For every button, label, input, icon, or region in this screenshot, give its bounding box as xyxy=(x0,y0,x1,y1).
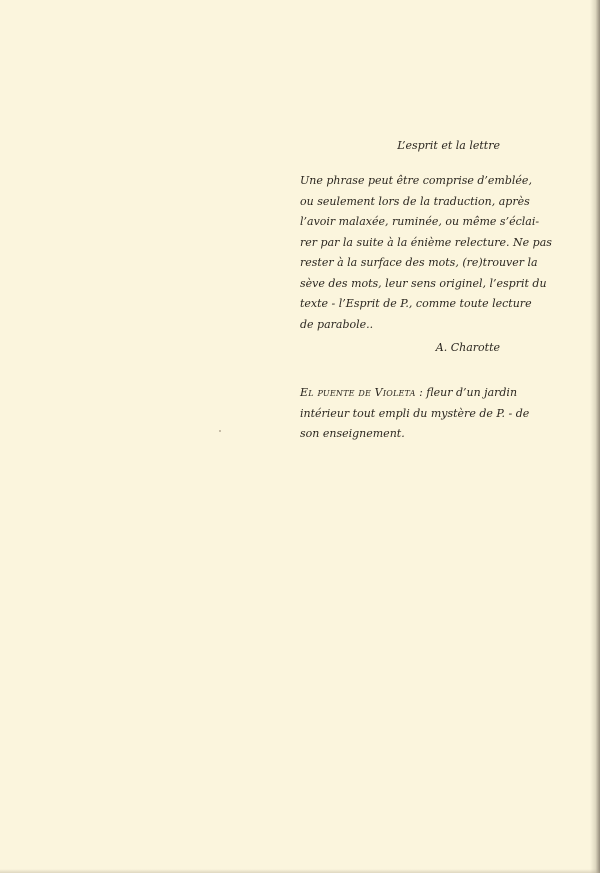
paragraph-1-line: de parabole.. xyxy=(300,317,374,331)
paragraph-1-line: texte - l’Esprit de P., comme toute lecture xyxy=(300,297,532,310)
paragraph-2-first-line xyxy=(300,383,518,404)
paragraph-2-line-rest: : fleur d’un jardin xyxy=(415,386,518,399)
paragraph-1-line: l’avoir malaxée, ruminée, ou même s’éclai- xyxy=(300,215,540,228)
paper-speck xyxy=(219,430,221,432)
paragraph-2-line: intérieur tout empli du mystère de P. - de xyxy=(300,406,530,420)
page-bottom-edge xyxy=(0,869,600,873)
author-signature: A. Charotte xyxy=(435,341,500,354)
paragraph-1-line: rester à la surface des mots, (re)trouver la xyxy=(300,256,538,269)
paragraph-1 xyxy=(300,171,552,335)
text-column xyxy=(300,139,552,445)
paragraph-2-line: son enseignement. xyxy=(300,427,405,440)
paragraph-1-line: sève des mots, leur sens originel, l’esprit du xyxy=(300,276,547,290)
section-heading: L’esprit et la lettre xyxy=(397,139,500,152)
paragraph-1-line: ou seulement lors de la traduction, après xyxy=(300,194,530,208)
paragraph-2 xyxy=(300,383,530,445)
paragraph-1-line: rer par la suite à la énième relecture. Ne pas xyxy=(300,235,552,249)
work-title: El puente de Violeta xyxy=(300,386,416,399)
page-edge-shadow xyxy=(590,0,600,873)
paragraph-1-line: Une phrase peut être comprise d’emblée, xyxy=(300,174,532,187)
